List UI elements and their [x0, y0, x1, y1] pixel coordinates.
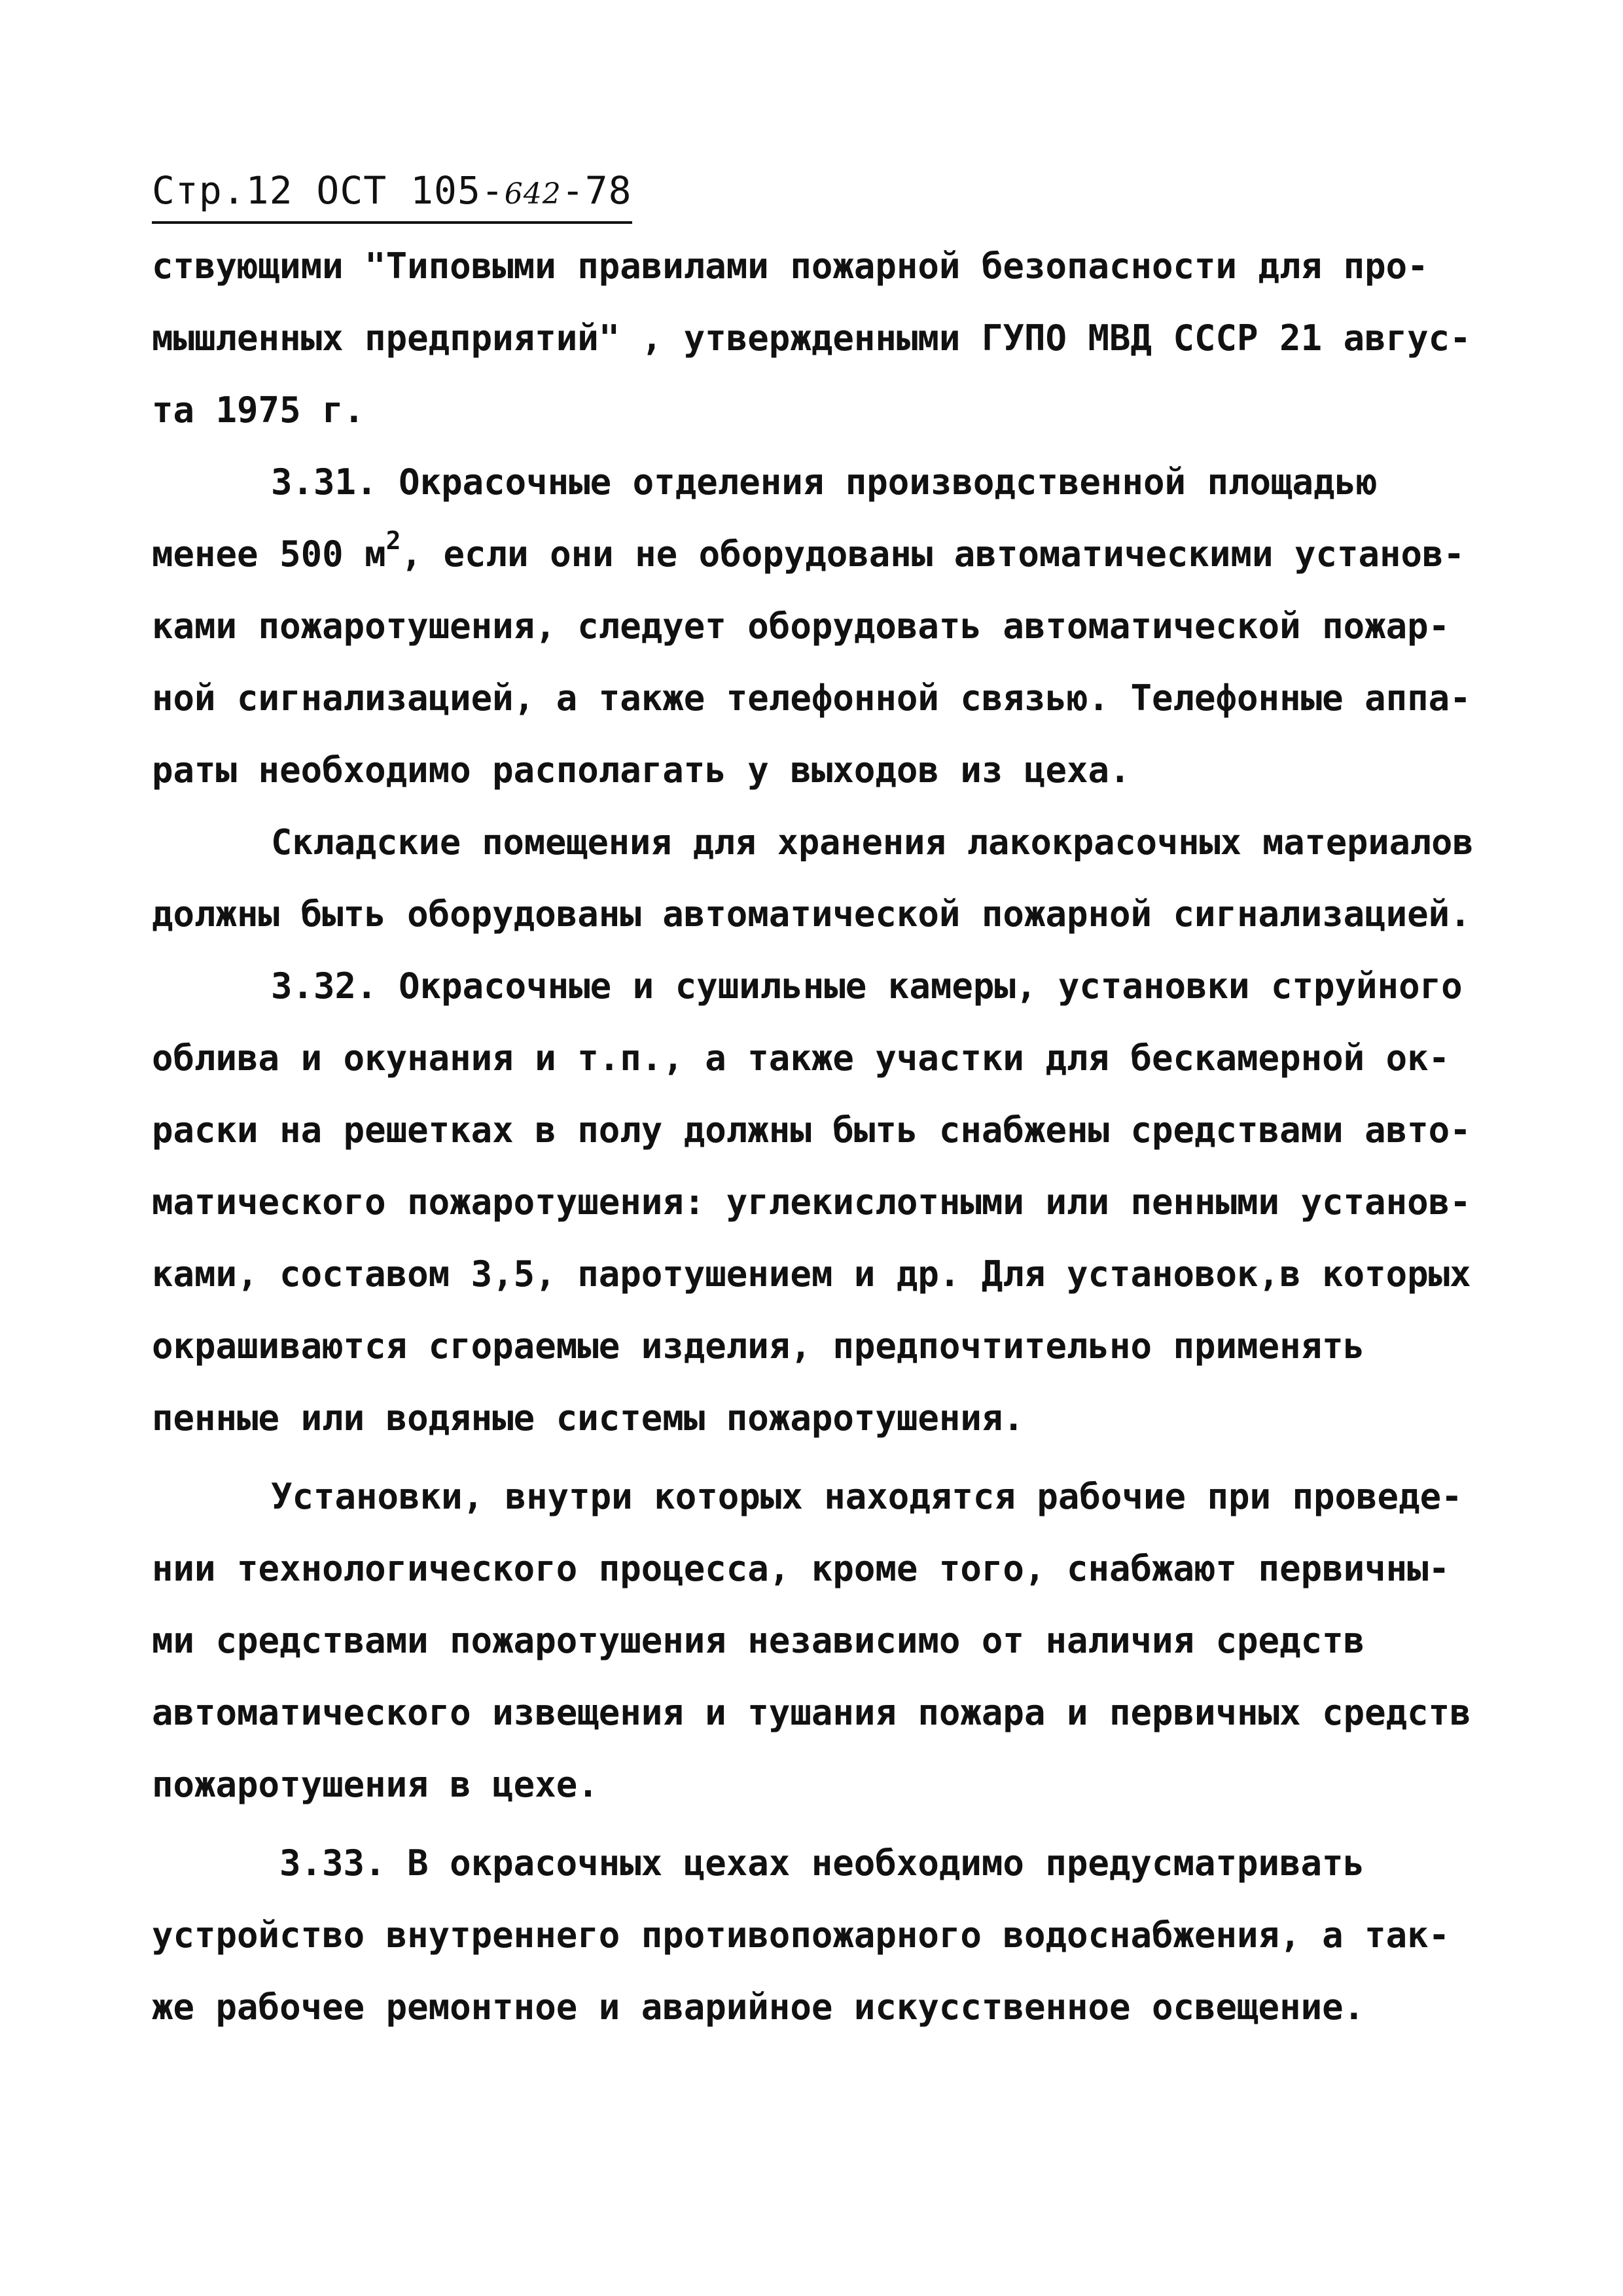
text-line: же рабочее ремонтное и аварийное искусственное освещение. [152, 1986, 1365, 2028]
section-3-33-heading: 3.33. В окрасочных цехах необходимо предусматривать [279, 1842, 1365, 1884]
text-line: пожаротушения в цехе. [152, 1764, 599, 1805]
text-line: ками пожаротушения, следует оборудовать автоматической пожар- [152, 605, 1450, 647]
section-3-32-heading: 3.32. Окрасочные и сушильные камеры, установки струйного [271, 965, 1463, 1007]
text-line: устройство внутреннего противопожарного водоснабжения, а так- [152, 1914, 1450, 1956]
text-line: та 1975 г. [152, 389, 365, 431]
header-suffix: -78 [561, 168, 632, 213]
superscript: 2 [385, 526, 401, 555]
text-line: ствующими "Типовыми правилами пожарной безопасности для про- [152, 245, 1429, 287]
handwritten-number: 642 [504, 177, 562, 211]
text-line: раты необходимо располагать у выходов из цеха. [152, 749, 1131, 791]
text-line: облива и окунания и т.п., а также участки для бескамерной ок- [152, 1037, 1450, 1079]
text-line: нии технологического процесса, кроме того, снабжают первичны- [152, 1548, 1450, 1589]
text-line: ной сигнализацией, а также телефонной связью. Телефонные аппа- [152, 677, 1471, 719]
text-line: ми средствами пожаротушения независимо от наличия средств [152, 1620, 1365, 1661]
header-prefix: Стр.12 ОСТ 105- [152, 168, 505, 213]
text-line: раски на решетках в полу должны быть снабжены средствами авто- [152, 1109, 1471, 1151]
text-line: пенные или водяные системы пожаротушения. [152, 1397, 1024, 1439]
page-header [152, 168, 632, 224]
text-line-with-superscript: менее 500 $м^2$, если они не оборудованы автоматическими установ- [152, 526, 1465, 575]
text-line: автоматического извещения и тушания пожара и первичных средств [152, 1692, 1471, 1733]
text-line: должны быть оборудованы автоматической пожарной сигнализацией. [152, 893, 1471, 935]
text-line: матического пожаротушения: углекислотными или пенными установ- [152, 1181, 1471, 1223]
text-line: Складские помещения для хранения лакокрасочных материалов [271, 821, 1474, 863]
text-line: ками, составом 3,5, паротушением и др. Для установок,в которых [152, 1253, 1471, 1295]
section-3-31-heading: 3.31. Окрасочные отделения производственной площадью [271, 461, 1378, 503]
text-line: мышленных предприятий" , утвержденными ГУПО МВД СССР 21 авгус- [152, 317, 1471, 359]
text-line: Установки, внутри которых находятся рабочие при проведе- [271, 1476, 1463, 1517]
text-line: окрашиваются сгораемые изделия, предпочтительно применять [152, 1325, 1365, 1367]
